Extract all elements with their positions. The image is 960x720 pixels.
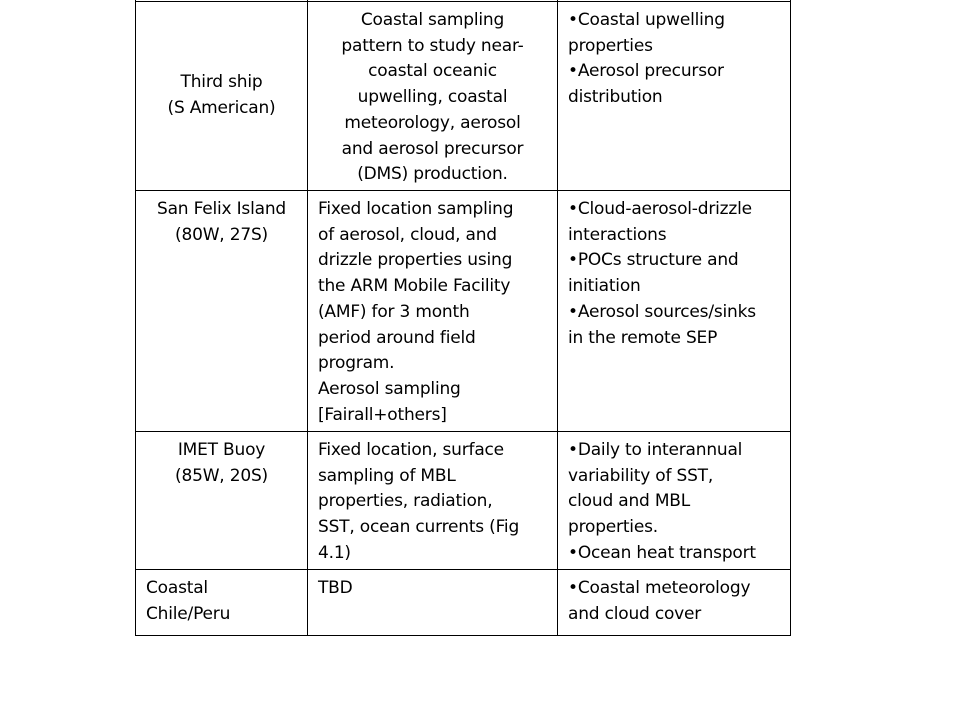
description-text: coastal oceanic (368, 61, 497, 82)
objective-bullet-item (568, 576, 782, 627)
description-text: (AMF) for 3 month (318, 301, 470, 322)
location-text: (S American) (167, 98, 276, 118)
objectives-cell (558, 570, 791, 636)
description-text: program. (318, 353, 395, 374)
objective-bullet-item (568, 541, 782, 567)
objective-text: and cloud cover (568, 603, 702, 624)
description-text: TBD (318, 578, 353, 598)
objective-bullet-item (568, 8, 782, 59)
description-cell (308, 570, 558, 636)
objective-bullet-item (568, 300, 782, 351)
location-text: IMET Buoy (177, 440, 266, 460)
description-cell (308, 191, 558, 432)
observation-platform-table (135, 0, 791, 636)
objective-text: in the remote SEP (568, 327, 718, 348)
description-text: drizzle properties using (318, 250, 513, 271)
location-text: San Felix Island (157, 199, 286, 219)
description-text: the ARM Mobile Facility (318, 276, 511, 297)
description-text: Coastal sampling (360, 10, 505, 30)
objective-text: •Ocean heat transport (568, 542, 756, 563)
location-cell (136, 2, 308, 191)
objective-bullet-item (568, 438, 782, 541)
description-text: period around field (318, 327, 476, 348)
objective-text: properties. (568, 517, 658, 538)
table-row (136, 191, 791, 432)
location-text: Third ship (180, 72, 263, 93)
table-row (136, 432, 791, 570)
objective-text: •Aerosol precursor (568, 61, 724, 82)
location-cell (136, 570, 308, 636)
description-text: pattern to study near- (341, 35, 524, 56)
objective-text: •Aerosol sources/sinks (568, 301, 756, 322)
description-text: and aerosol precursor (341, 138, 524, 159)
objective-text: •Cloud-aerosol-drizzle (568, 199, 752, 219)
objective-text: •Daily to interannual (568, 440, 743, 460)
table-row (136, 2, 791, 191)
location-text: Chile/Peru (146, 603, 231, 624)
objectives-cell (558, 432, 791, 570)
description-text: Fixed location sampling (318, 199, 514, 219)
description-text: properties, radiation, (318, 491, 493, 512)
objective-bullet-item (568, 248, 782, 299)
description-text: [Fairall+others] (318, 404, 447, 425)
objective-text: interactions (568, 224, 667, 245)
description-text: Aerosol sampling (318, 378, 461, 399)
objective-text: variability of SST, (568, 465, 714, 486)
description-cell (308, 432, 558, 570)
objective-text: distribution (568, 87, 663, 108)
description-text: (DMS) production. (357, 164, 508, 185)
objective-text: •Coastal upwelling (568, 10, 725, 30)
location-cell (136, 432, 308, 570)
objectives-cell (558, 191, 791, 432)
objective-text: •Coastal meteorology (568, 578, 751, 598)
description-text: 4.1) (318, 542, 351, 563)
objective-text: initiation (568, 276, 641, 297)
description-text: of aerosol, cloud, and (318, 224, 497, 245)
description-text: SST, ocean currents (Fig (318, 517, 520, 538)
description-text: Fixed location, surface (318, 440, 504, 460)
objective-text: cloud and MBL (568, 491, 691, 512)
description-cell (308, 2, 558, 191)
objective-text: •POCs structure and (568, 250, 739, 271)
location-text: Coastal (146, 578, 208, 598)
description-text: meteorology, aerosol (344, 112, 521, 133)
objectives-cell (558, 2, 791, 191)
objective-bullet-item (568, 197, 782, 248)
objective-text: properties (568, 35, 653, 56)
table-row (136, 570, 791, 636)
objective-bullet-item (568, 59, 782, 110)
location-text: (85W, 20S) (175, 465, 268, 486)
description-text: sampling of MBL (318, 465, 456, 486)
description-text: upwelling, coastal (357, 87, 508, 108)
location-text: (80W, 27S) (175, 224, 268, 245)
location-cell (136, 191, 308, 432)
